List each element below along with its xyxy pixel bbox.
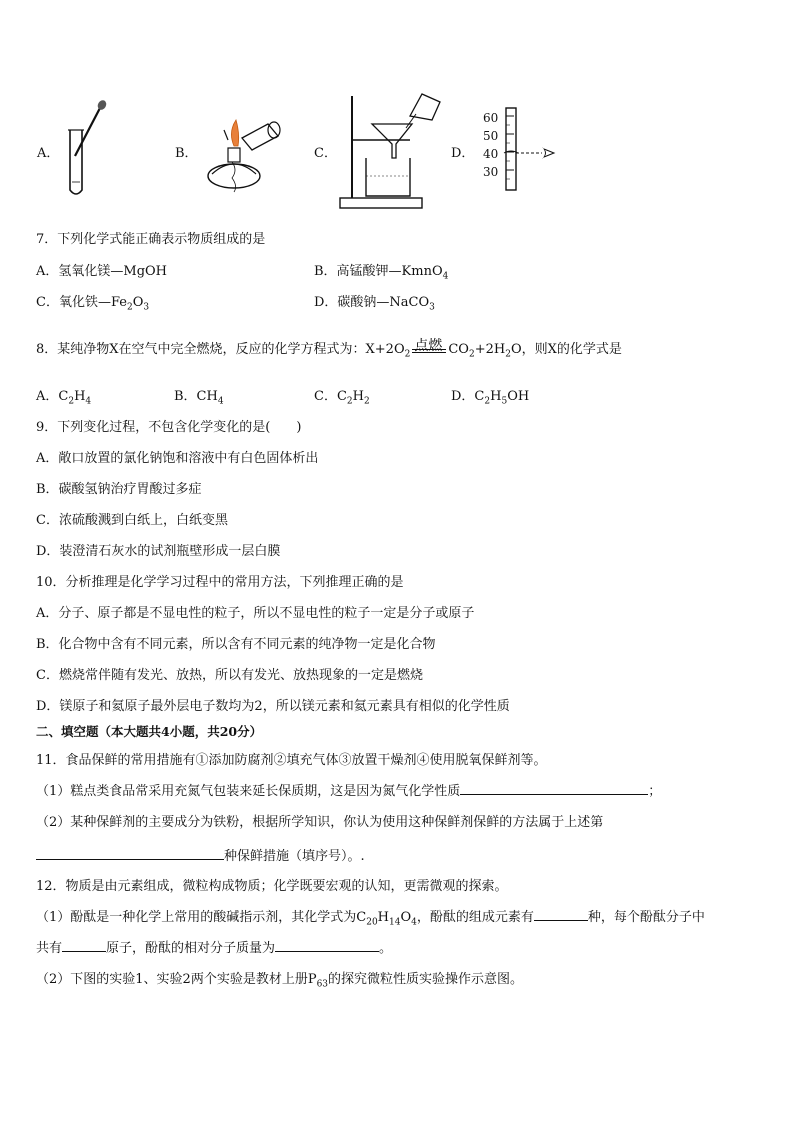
q10-option-b: B．化合物中含有不同元素，所以含有不同元素的纯净物一定是化合物 [36, 637, 436, 652]
q8-option-c: C．$C_2H_2$ [314, 389, 370, 407]
q12-stem: 12．物质是由元素组成，微粒构成物质；化学既要宏观的认知，更需微观的探索。 [36, 879, 508, 894]
q10-option-c: C．燃烧常伴随有发光、放热，所以有发光、放热现象的一定是燃烧 [36, 668, 423, 683]
q11-part-1: （1）糕点类食品常采用充氮气包装来延长保质期，这是因为氮气化学性质 ； [36, 784, 662, 799]
answer-blank[interactable] [62, 939, 106, 952]
option-b-label: B． [175, 146, 198, 161]
q7-option-d: D．碳酸钠—NaCO$_3$ [314, 295, 435, 313]
cylinder-tick-40: 40 [483, 147, 499, 161]
q11-stem: 11．食品保鲜的常用措施有①添加防腐剂②填充气体③放置干燥剂④使用脱氧保鲜剂等。 [36, 753, 547, 768]
q10-stem: 10．分析推理是化学学习过程中的常用方法，下列推理正确的是 [36, 575, 404, 590]
q12-part-1: （1）酚酞是一种化学上常用的酸碱指示剂，其化学式为$C_{20}H_{14}O_4$，酚酞的组成元素有 种，每个酚酞分子中 [36, 910, 705, 928]
cylinder-tick-60: 60 [483, 111, 499, 125]
q9-stem: 9．下列变化过程，不包含化学变化的是( ) [36, 420, 302, 435]
option-a-label: A． [37, 146, 60, 161]
q7-option-a: A．氢氧化镁—MgOH [36, 264, 168, 279]
q8-option-d: D．$C_2H_5OH$ [451, 389, 530, 407]
q9-option-b: B．碳酸氢钠治疗胃酸过多症 [36, 482, 202, 497]
q8-option-b: B．$CH_4$ [174, 389, 224, 407]
q12-part-2: （2）下图的实验1、实验2两个实验是教材上册$P_{63}$的探究微粒性质实验操作示意图。 [36, 972, 524, 990]
cylinder-tick-50: 50 [483, 129, 499, 143]
q8-option-a: A．$C_2H_4$ [36, 389, 92, 407]
q12-part-1-line2: 共有 原子，酚酞的相对分子质量为 。 [36, 941, 393, 956]
q11-part-2: （2）某种保鲜剂的主要成分为铁粉，根据所学知识，你认为使用这种保鲜剂保鲜的方法属于上述第 [36, 815, 604, 830]
option-c-label: C． [314, 146, 337, 161]
alcohol-lamp-figure [198, 102, 288, 202]
q10-option-d: D．镁原子和氦原子最外层电子数均为2，所以镁元素和氦元素具有相似的化学性质 [36, 699, 510, 714]
q9-option-c: C．浓硫酸溅到白纸上，白纸变黑 [36, 513, 228, 528]
q7-option-c: C．氧化铁$—Fe_2O_3$ [36, 295, 150, 313]
answer-blank[interactable] [460, 782, 648, 795]
q11-part-2-cont: 种保鲜措施（填序号）。. [36, 845, 365, 864]
answer-blank[interactable] [275, 939, 379, 952]
reaction-condition: 点燃 [414, 338, 443, 354]
section-2-title: 二、填空题（本大题共4小题，共20分） [36, 724, 263, 739]
q7-stem: 7．下列化学式能正确表示物质组成的是 [36, 232, 266, 247]
cylinder-tick-30: 30 [483, 165, 499, 179]
filtration-apparatus-figure [336, 92, 446, 212]
q6-figure-row [0, 92, 794, 212]
q9-option-a: A．敞口放置的氯化钠饱和溶液中有白色固体析出 [36, 451, 319, 466]
option-d-label: D． [451, 146, 475, 161]
q9-option-d: D．装澄清石灰水的试剂瓶壁形成一层白膜 [36, 544, 281, 559]
answer-blank[interactable] [36, 847, 224, 860]
q10-option-a: A．分子、原子都是不显电性的粒子，所以不显电性的粒子一定是分子或原子 [36, 606, 475, 621]
answer-blank[interactable] [534, 908, 588, 921]
q7-option-b: B．高锰酸钾—KmnO$_4$ [314, 264, 449, 282]
test-tube-dropper-figure [62, 98, 122, 198]
q8-stem: 8．某纯净物X在空气中完全燃烧，反应的化学方程式为：$X+2O_2$ 点燃 $CO_2+2H_2O$，则X的化学式是 [36, 338, 622, 357]
